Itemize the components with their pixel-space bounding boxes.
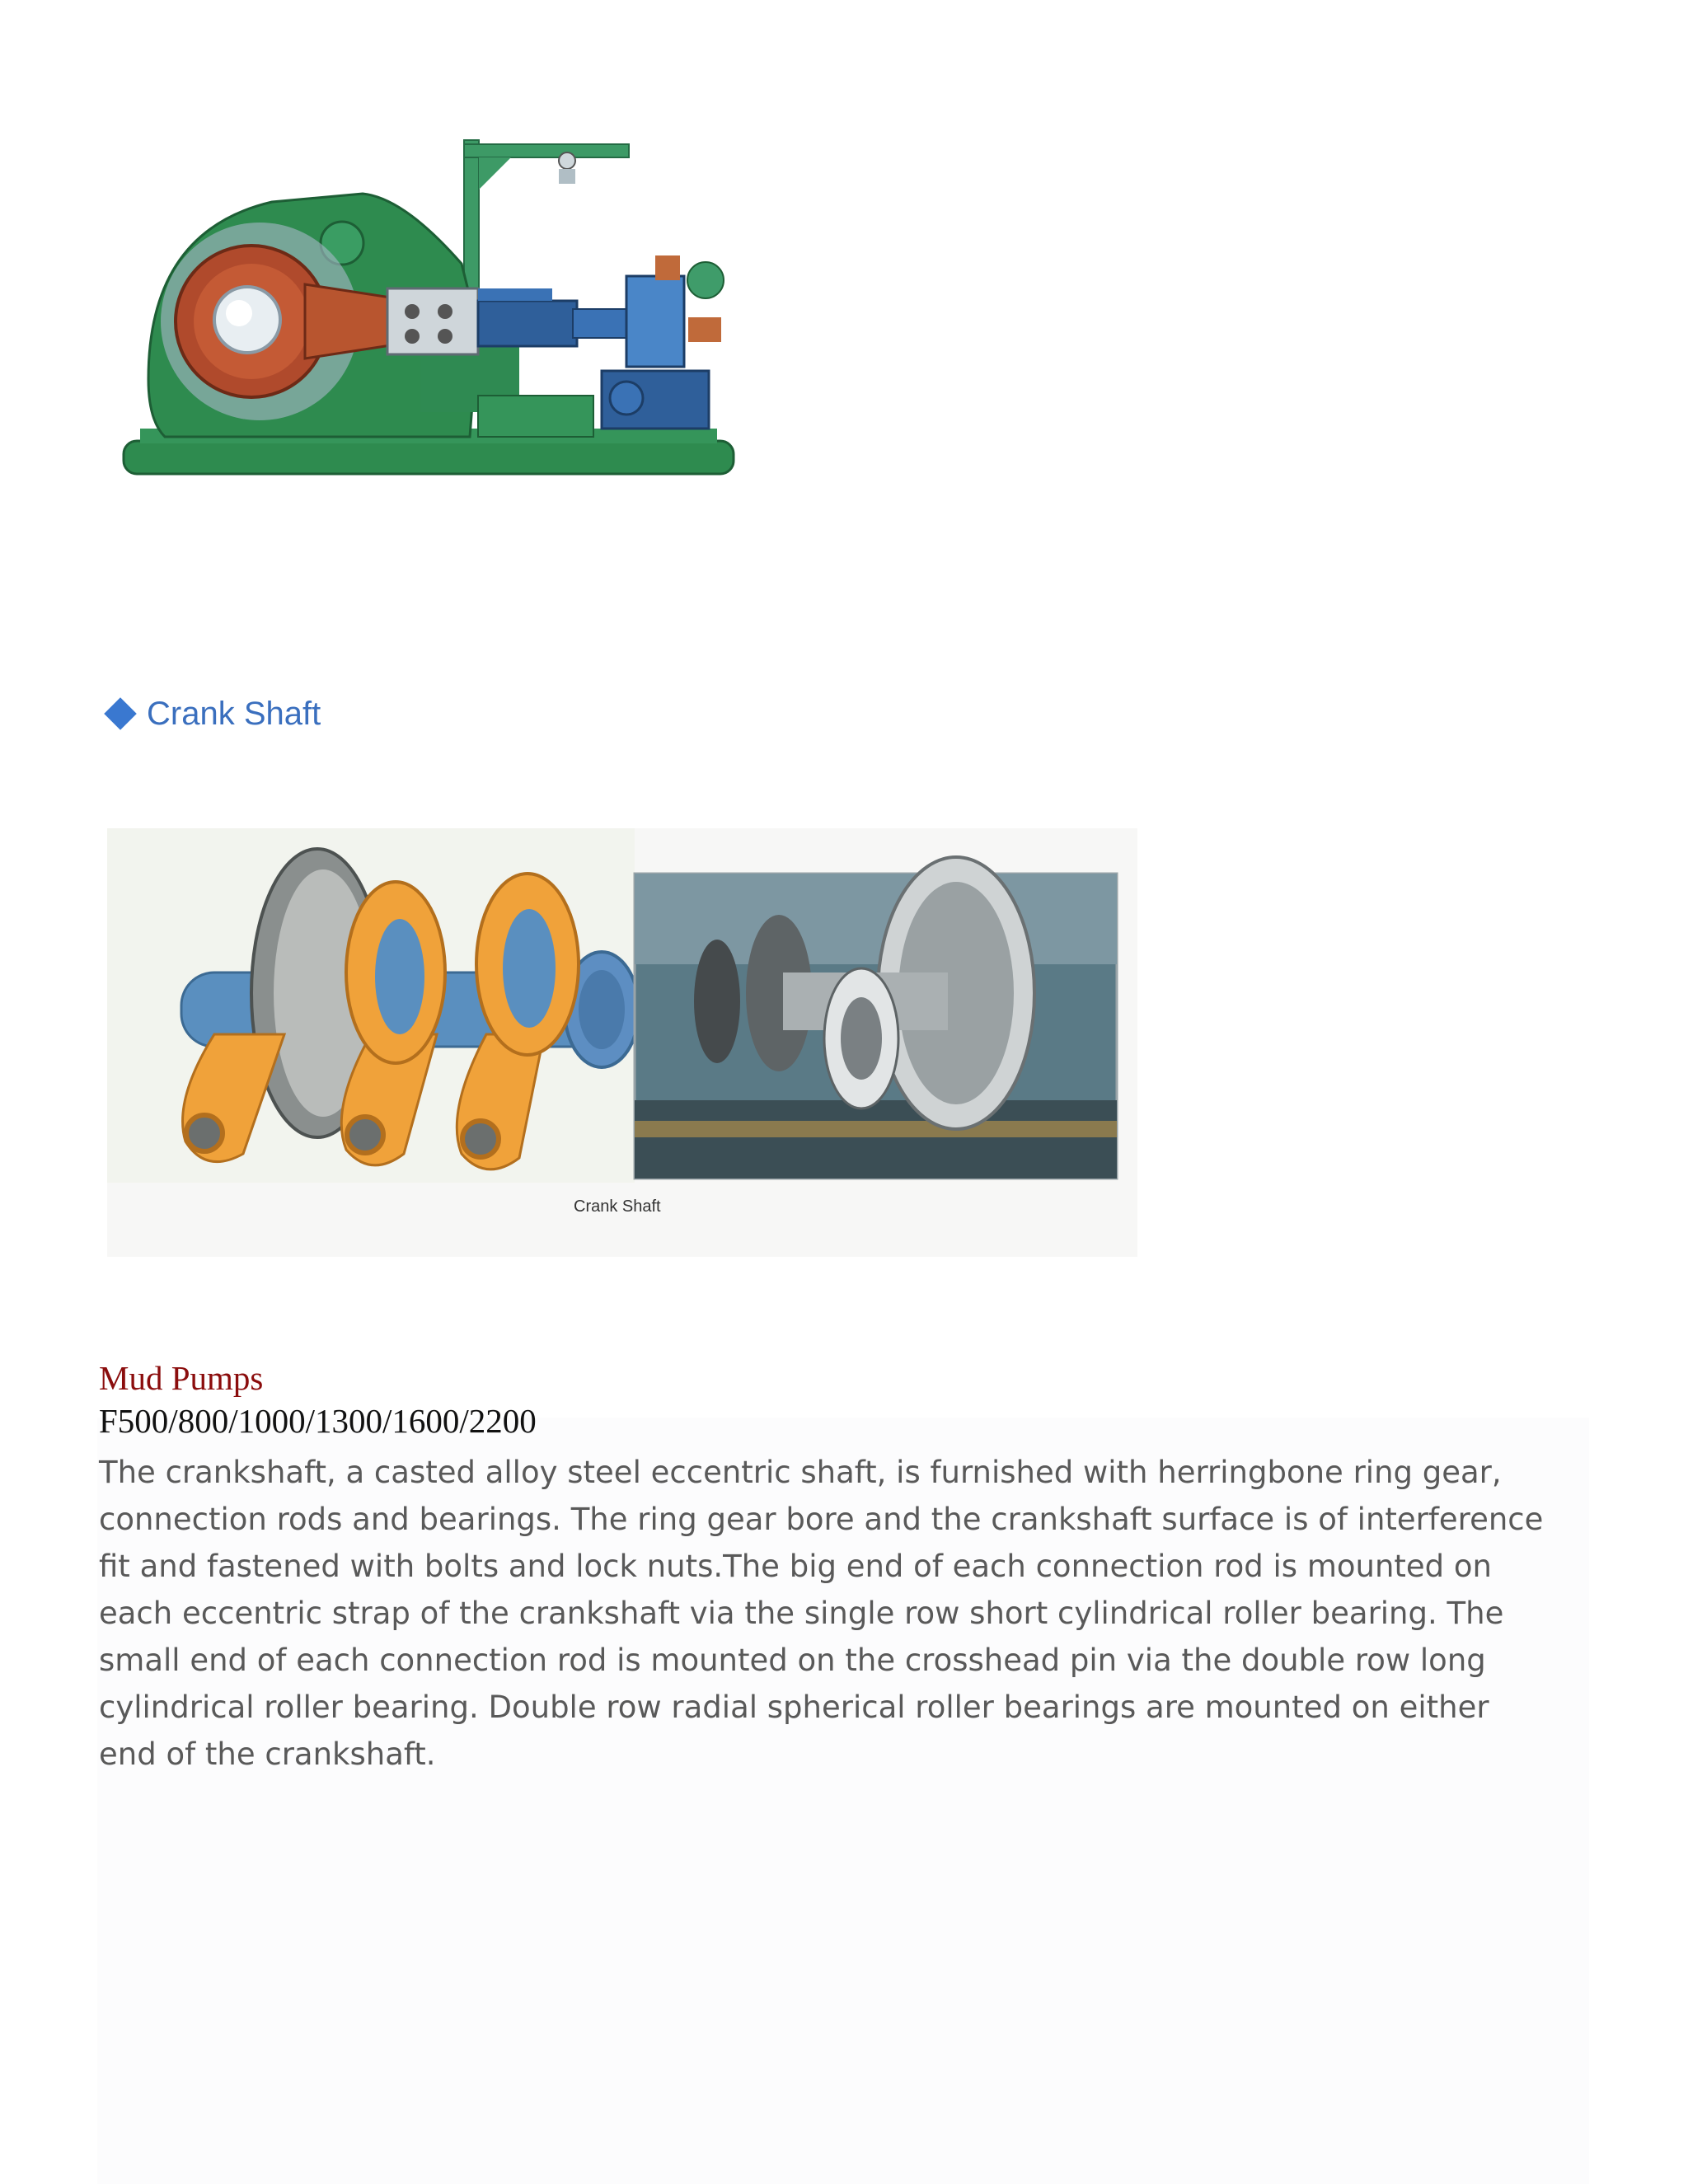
document-title: Mud Pumps <box>99 1359 264 1397</box>
body-line: cylindrical roller bearing. Double row radial spherical roller bearings are mounted on either <box>99 1690 1489 1725</box>
figure-caption: Crank Shaft <box>574 1197 661 1216</box>
body-line: end of the crankshaft. <box>99 1736 436 1772</box>
diamond-bullet-icon <box>104 697 137 730</box>
body-line: small end of each connection rod is mounted on the crosshead pin via the double row long <box>99 1643 1486 1678</box>
body-line: The crankshaft, a casted alloy steel eccentric shaft, is furnished with herringbone ring gear, <box>99 1455 1502 1490</box>
crank-shaft-figure <box>107 828 1137 1257</box>
section-heading <box>101 689 321 738</box>
mud-pump-illustration <box>115 124 750 494</box>
body-line: connection rods and bearings. The ring gear bore and the crankshaft surface is of interference <box>99 1502 1544 1537</box>
body-paragraph <box>99 1449 1582 1778</box>
body-line: each eccentric strap of the crankshaft via the single row short cylindrical roller bearing. The <box>99 1596 1504 1631</box>
model-numbers: F500/800/1000/1300/1600/2200 <box>99 1402 537 1440</box>
body-line: fit and fastened with bolts and lock nuts.The big end of each connection rod is mounted on <box>99 1549 1493 1584</box>
section-heading-text: Crank Shaft <box>147 695 321 732</box>
